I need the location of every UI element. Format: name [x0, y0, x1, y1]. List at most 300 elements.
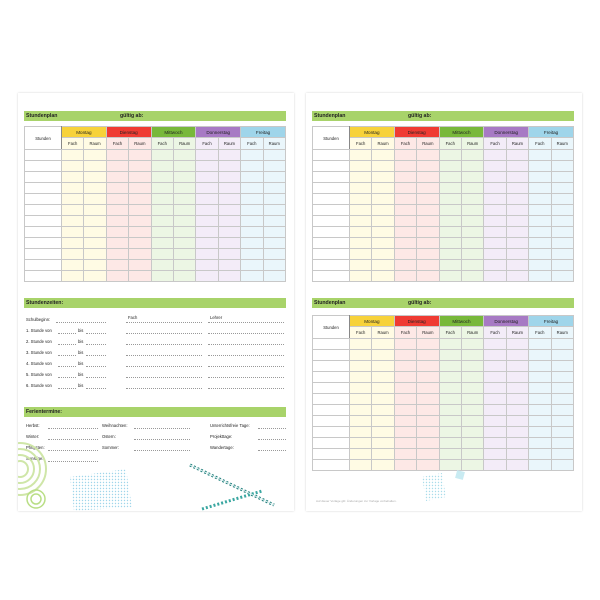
hour-cell[interactable]: [313, 372, 350, 383]
subject-cell[interactable]: [394, 227, 416, 238]
room-cell[interactable]: [461, 372, 483, 383]
period-to-field[interactable]: [86, 377, 106, 378]
subject-cell[interactable]: [484, 172, 506, 183]
room-cell[interactable]: [84, 238, 106, 249]
subject-cell[interactable]: [241, 161, 263, 172]
room-cell[interactable]: [417, 438, 439, 449]
period-lehrer-field[interactable]: [208, 366, 284, 367]
room-cell[interactable]: [372, 438, 394, 449]
subject-cell[interactable]: [350, 394, 372, 405]
room-cell[interactable]: [506, 271, 528, 282]
room-cell[interactable]: [417, 183, 439, 194]
room-cell[interactable]: [218, 238, 240, 249]
room-cell[interactable]: [173, 172, 195, 183]
room-cell[interactable]: [506, 449, 528, 460]
subject-cell[interactable]: [196, 150, 218, 161]
hour-cell[interactable]: [313, 172, 350, 183]
room-cell[interactable]: [506, 394, 528, 405]
subject-cell[interactable]: [484, 361, 506, 372]
subject-cell[interactable]: [62, 216, 84, 227]
room-cell[interactable]: [263, 150, 285, 161]
subject-cell[interactable]: [529, 172, 551, 183]
room-cell[interactable]: [551, 249, 573, 260]
subject-cell[interactable]: [350, 449, 372, 460]
room-cell[interactable]: [129, 260, 151, 271]
subject-cell[interactable]: [394, 372, 416, 383]
subject-cell[interactable]: [439, 150, 461, 161]
room-cell[interactable]: [173, 161, 195, 172]
subject-cell[interactable]: [241, 205, 263, 216]
room-cell[interactable]: [506, 205, 528, 216]
room-cell[interactable]: [417, 416, 439, 427]
room-cell[interactable]: [506, 227, 528, 238]
subject-cell[interactable]: [394, 150, 416, 161]
subject-cell[interactable]: [394, 427, 416, 438]
room-cell[interactable]: [173, 183, 195, 194]
room-cell[interactable]: [461, 238, 483, 249]
subject-cell[interactable]: [350, 260, 372, 271]
room-cell[interactable]: [263, 205, 285, 216]
period-lehrer-field[interactable]: [208, 333, 284, 334]
hour-cell[interactable]: [313, 394, 350, 405]
room-cell[interactable]: [218, 161, 240, 172]
subject-cell[interactable]: [484, 227, 506, 238]
room-cell[interactable]: [84, 150, 106, 161]
subject-cell[interactable]: [529, 249, 551, 260]
subject-cell[interactable]: [484, 249, 506, 260]
room-cell[interactable]: [372, 361, 394, 372]
subject-cell[interactable]: [529, 394, 551, 405]
room-cell[interactable]: [173, 216, 195, 227]
room-cell[interactable]: [461, 416, 483, 427]
hour-cell[interactable]: [25, 161, 62, 172]
hour-cell[interactable]: [313, 350, 350, 361]
subject-cell[interactable]: [106, 205, 128, 216]
room-cell[interactable]: [372, 427, 394, 438]
room-cell[interactable]: [551, 194, 573, 205]
room-cell[interactable]: [173, 150, 195, 161]
room-cell[interactable]: [263, 249, 285, 260]
hour-cell[interactable]: [313, 161, 350, 172]
subject-cell[interactable]: [350, 372, 372, 383]
subject-cell[interactable]: [484, 460, 506, 471]
subject-cell[interactable]: [529, 205, 551, 216]
subject-cell[interactable]: [484, 372, 506, 383]
subject-cell[interactable]: [484, 205, 506, 216]
room-cell[interactable]: [461, 427, 483, 438]
room-cell[interactable]: [461, 339, 483, 350]
subject-cell[interactable]: [196, 271, 218, 282]
room-cell[interactable]: [461, 249, 483, 260]
room-cell[interactable]: [551, 372, 573, 383]
subject-cell[interactable]: [350, 238, 372, 249]
subject-cell[interactable]: [394, 205, 416, 216]
subject-cell[interactable]: [394, 172, 416, 183]
subject-cell[interactable]: [529, 260, 551, 271]
room-cell[interactable]: [84, 172, 106, 183]
subject-cell[interactable]: [196, 260, 218, 271]
subject-cell[interactable]: [439, 438, 461, 449]
subject-cell[interactable]: [241, 249, 263, 260]
subject-cell[interactable]: [484, 150, 506, 161]
room-cell[interactable]: [461, 271, 483, 282]
room-cell[interactable]: [129, 227, 151, 238]
room-cell[interactable]: [506, 161, 528, 172]
room-cell[interactable]: [84, 194, 106, 205]
room-cell[interactable]: [551, 449, 573, 460]
subject-cell[interactable]: [439, 260, 461, 271]
subject-cell[interactable]: [151, 271, 173, 282]
subject-cell[interactable]: [62, 150, 84, 161]
room-cell[interactable]: [506, 339, 528, 350]
room-cell[interactable]: [417, 350, 439, 361]
subject-cell[interactable]: [484, 271, 506, 282]
room-cell[interactable]: [417, 372, 439, 383]
hour-cell[interactable]: [313, 205, 350, 216]
room-cell[interactable]: [129, 205, 151, 216]
hour-cell[interactable]: [313, 249, 350, 260]
room-cell[interactable]: [461, 150, 483, 161]
hour-cell[interactable]: [313, 460, 350, 471]
subject-cell[interactable]: [241, 216, 263, 227]
room-cell[interactable]: [173, 238, 195, 249]
subject-cell[interactable]: [350, 205, 372, 216]
room-cell[interactable]: [372, 216, 394, 227]
room-cell[interactable]: [129, 249, 151, 260]
subject-cell[interactable]: [529, 361, 551, 372]
room-cell[interactable]: [417, 339, 439, 350]
room-cell[interactable]: [372, 416, 394, 427]
room-cell[interactable]: [263, 271, 285, 282]
school-start-field[interactable]: [56, 322, 106, 323]
subject-cell[interactable]: [394, 405, 416, 416]
hour-cell[interactable]: [313, 194, 350, 205]
room-cell[interactable]: [129, 150, 151, 161]
subject-cell[interactable]: [106, 238, 128, 249]
room-cell[interactable]: [417, 216, 439, 227]
room-cell[interactable]: [551, 150, 573, 161]
room-cell[interactable]: [417, 405, 439, 416]
room-cell[interactable]: [417, 172, 439, 183]
subject-cell[interactable]: [394, 238, 416, 249]
period-fach-field[interactable]: [126, 366, 202, 367]
room-cell[interactable]: [461, 438, 483, 449]
subject-cell[interactable]: [196, 172, 218, 183]
subject-cell[interactable]: [439, 405, 461, 416]
subject-cell[interactable]: [394, 394, 416, 405]
room-cell[interactable]: [551, 383, 573, 394]
subject-cell[interactable]: [439, 227, 461, 238]
room-cell[interactable]: [129, 238, 151, 249]
subject-cell[interactable]: [484, 194, 506, 205]
room-cell[interactable]: [129, 172, 151, 183]
hour-cell[interactable]: [313, 438, 350, 449]
room-cell[interactable]: [461, 383, 483, 394]
subject-cell[interactable]: [350, 227, 372, 238]
subject-cell[interactable]: [62, 205, 84, 216]
period-to-field[interactable]: [86, 388, 106, 389]
subject-cell[interactable]: [350, 438, 372, 449]
hour-cell[interactable]: [25, 249, 62, 260]
room-cell[interactable]: [218, 249, 240, 260]
room-cell[interactable]: [461, 205, 483, 216]
room-cell[interactable]: [129, 161, 151, 172]
subject-cell[interactable]: [394, 339, 416, 350]
subject-cell[interactable]: [151, 205, 173, 216]
subject-cell[interactable]: [62, 172, 84, 183]
room-cell[interactable]: [551, 416, 573, 427]
hour-cell[interactable]: [313, 216, 350, 227]
subject-cell[interactable]: [350, 161, 372, 172]
subject-cell[interactable]: [350, 216, 372, 227]
room-cell[interactable]: [417, 427, 439, 438]
room-cell[interactable]: [417, 238, 439, 249]
subject-cell[interactable]: [241, 172, 263, 183]
holiday-field[interactable]: [258, 428, 286, 429]
subject-cell[interactable]: [62, 161, 84, 172]
room-cell[interactable]: [218, 183, 240, 194]
room-cell[interactable]: [506, 361, 528, 372]
room-cell[interactable]: [461, 161, 483, 172]
room-cell[interactable]: [372, 150, 394, 161]
subject-cell[interactable]: [62, 271, 84, 282]
holiday-field[interactable]: [48, 428, 98, 429]
subject-cell[interactable]: [484, 405, 506, 416]
subject-cell[interactable]: [106, 260, 128, 271]
room-cell[interactable]: [461, 172, 483, 183]
period-from-field[interactable]: [58, 366, 76, 367]
subject-cell[interactable]: [106, 161, 128, 172]
subject-cell[interactable]: [151, 172, 173, 183]
hour-cell[interactable]: [313, 260, 350, 271]
room-cell[interactable]: [173, 271, 195, 282]
room-cell[interactable]: [551, 271, 573, 282]
period-from-field[interactable]: [58, 377, 76, 378]
room-cell[interactable]: [218, 216, 240, 227]
subject-cell[interactable]: [394, 383, 416, 394]
subject-cell[interactable]: [350, 271, 372, 282]
subject-cell[interactable]: [394, 183, 416, 194]
period-from-field[interactable]: [58, 355, 76, 356]
hour-cell[interactable]: [313, 271, 350, 282]
hour-cell[interactable]: [313, 449, 350, 460]
period-to-field[interactable]: [86, 344, 106, 345]
subject-cell[interactable]: [484, 438, 506, 449]
subject-cell[interactable]: [394, 449, 416, 460]
subject-cell[interactable]: [484, 383, 506, 394]
holiday-field[interactable]: [258, 439, 286, 440]
room-cell[interactable]: [506, 260, 528, 271]
room-cell[interactable]: [551, 172, 573, 183]
subject-cell[interactable]: [151, 260, 173, 271]
room-cell[interactable]: [551, 339, 573, 350]
period-from-field[interactable]: [58, 333, 76, 334]
subject-cell[interactable]: [151, 194, 173, 205]
subject-cell[interactable]: [196, 183, 218, 194]
room-cell[interactable]: [263, 260, 285, 271]
subject-cell[interactable]: [241, 238, 263, 249]
subject-cell[interactable]: [484, 216, 506, 227]
room-cell[interactable]: [551, 460, 573, 471]
room-cell[interactable]: [372, 350, 394, 361]
subject-cell[interactable]: [241, 271, 263, 282]
room-cell[interactable]: [506, 438, 528, 449]
room-cell[interactable]: [506, 372, 528, 383]
subject-cell[interactable]: [106, 216, 128, 227]
room-cell[interactable]: [218, 172, 240, 183]
room-cell[interactable]: [551, 405, 573, 416]
period-to-field[interactable]: [86, 366, 106, 367]
subject-cell[interactable]: [62, 260, 84, 271]
subject-cell[interactable]: [439, 172, 461, 183]
subject-cell[interactable]: [439, 216, 461, 227]
subject-cell[interactable]: [529, 350, 551, 361]
room-cell[interactable]: [372, 372, 394, 383]
subject-cell[interactable]: [62, 194, 84, 205]
subject-cell[interactable]: [529, 372, 551, 383]
period-lehrer-field[interactable]: [208, 388, 284, 389]
period-from-field[interactable]: [58, 388, 76, 389]
subject-cell[interactable]: [484, 394, 506, 405]
period-fach-field[interactable]: [126, 377, 202, 378]
subject-cell[interactable]: [529, 383, 551, 394]
room-cell[interactable]: [551, 427, 573, 438]
subject-cell[interactable]: [106, 183, 128, 194]
room-cell[interactable]: [461, 350, 483, 361]
room-cell[interactable]: [218, 271, 240, 282]
subject-cell[interactable]: [350, 361, 372, 372]
hour-cell[interactable]: [313, 361, 350, 372]
room-cell[interactable]: [173, 227, 195, 238]
subject-cell[interactable]: [439, 361, 461, 372]
subject-cell[interactable]: [439, 383, 461, 394]
hour-cell[interactable]: [313, 238, 350, 249]
room-cell[interactable]: [129, 183, 151, 194]
room-cell[interactable]: [84, 161, 106, 172]
hour-cell[interactable]: [25, 238, 62, 249]
hour-cell[interactable]: [25, 271, 62, 282]
room-cell[interactable]: [173, 205, 195, 216]
subject-cell[interactable]: [196, 194, 218, 205]
subject-cell[interactable]: [196, 161, 218, 172]
room-cell[interactable]: [461, 183, 483, 194]
subject-cell[interactable]: [529, 216, 551, 227]
subject-cell[interactable]: [350, 460, 372, 471]
period-fach-field[interactable]: [126, 344, 202, 345]
subject-cell[interactable]: [529, 427, 551, 438]
room-cell[interactable]: [551, 350, 573, 361]
room-cell[interactable]: [461, 361, 483, 372]
room-cell[interactable]: [372, 183, 394, 194]
room-cell[interactable]: [372, 383, 394, 394]
room-cell[interactable]: [461, 260, 483, 271]
subject-cell[interactable]: [106, 150, 128, 161]
room-cell[interactable]: [263, 238, 285, 249]
room-cell[interactable]: [506, 194, 528, 205]
room-cell[interactable]: [506, 249, 528, 260]
subject-cell[interactable]: [241, 227, 263, 238]
holiday-field[interactable]: [258, 450, 286, 451]
subject-cell[interactable]: [439, 238, 461, 249]
subject-cell[interactable]: [484, 350, 506, 361]
subject-cell[interactable]: [350, 350, 372, 361]
subject-cell[interactable]: [439, 249, 461, 260]
subject-cell[interactable]: [394, 194, 416, 205]
room-cell[interactable]: [84, 205, 106, 216]
fach-extra-field[interactable]: [126, 322, 202, 323]
subject-cell[interactable]: [484, 449, 506, 460]
subject-cell[interactable]: [196, 238, 218, 249]
subject-cell[interactable]: [484, 339, 506, 350]
room-cell[interactable]: [551, 183, 573, 194]
room-cell[interactable]: [84, 183, 106, 194]
subject-cell[interactable]: [350, 249, 372, 260]
room-cell[interactable]: [84, 260, 106, 271]
subject-cell[interactable]: [394, 438, 416, 449]
room-cell[interactable]: [551, 361, 573, 372]
subject-cell[interactable]: [439, 394, 461, 405]
subject-cell[interactable]: [529, 161, 551, 172]
room-cell[interactable]: [417, 260, 439, 271]
room-cell[interactable]: [506, 350, 528, 361]
subject-cell[interactable]: [394, 350, 416, 361]
subject-cell[interactable]: [529, 339, 551, 350]
period-lehrer-field[interactable]: [208, 355, 284, 356]
room-cell[interactable]: [372, 227, 394, 238]
room-cell[interactable]: [372, 260, 394, 271]
subject-cell[interactable]: [394, 416, 416, 427]
subject-cell[interactable]: [484, 161, 506, 172]
room-cell[interactable]: [551, 438, 573, 449]
subject-cell[interactable]: [394, 361, 416, 372]
subject-cell[interactable]: [529, 271, 551, 282]
subject-cell[interactable]: [350, 172, 372, 183]
room-cell[interactable]: [218, 205, 240, 216]
room-cell[interactable]: [506, 460, 528, 471]
hour-cell[interactable]: [313, 183, 350, 194]
room-cell[interactable]: [417, 361, 439, 372]
room-cell[interactable]: [506, 216, 528, 227]
room-cell[interactable]: [417, 449, 439, 460]
subject-cell[interactable]: [241, 183, 263, 194]
room-cell[interactable]: [417, 383, 439, 394]
room-cell[interactable]: [551, 260, 573, 271]
room-cell[interactable]: [461, 227, 483, 238]
room-cell[interactable]: [372, 194, 394, 205]
period-fach-field[interactable]: [126, 355, 202, 356]
room-cell[interactable]: [417, 194, 439, 205]
period-lehrer-field[interactable]: [208, 377, 284, 378]
room-cell[interactable]: [461, 216, 483, 227]
subject-cell[interactable]: [241, 150, 263, 161]
hour-cell[interactable]: [25, 216, 62, 227]
room-cell[interactable]: [417, 394, 439, 405]
hour-cell[interactable]: [313, 227, 350, 238]
room-cell[interactable]: [372, 205, 394, 216]
subject-cell[interactable]: [529, 227, 551, 238]
room-cell[interactable]: [417, 150, 439, 161]
holiday-field[interactable]: [134, 428, 190, 429]
subject-cell[interactable]: [196, 227, 218, 238]
room-cell[interactable]: [551, 216, 573, 227]
subject-cell[interactable]: [196, 216, 218, 227]
subject-cell[interactable]: [151, 238, 173, 249]
room-cell[interactable]: [84, 216, 106, 227]
subject-cell[interactable]: [439, 339, 461, 350]
room-cell[interactable]: [84, 249, 106, 260]
room-cell[interactable]: [372, 161, 394, 172]
room-cell[interactable]: [263, 216, 285, 227]
